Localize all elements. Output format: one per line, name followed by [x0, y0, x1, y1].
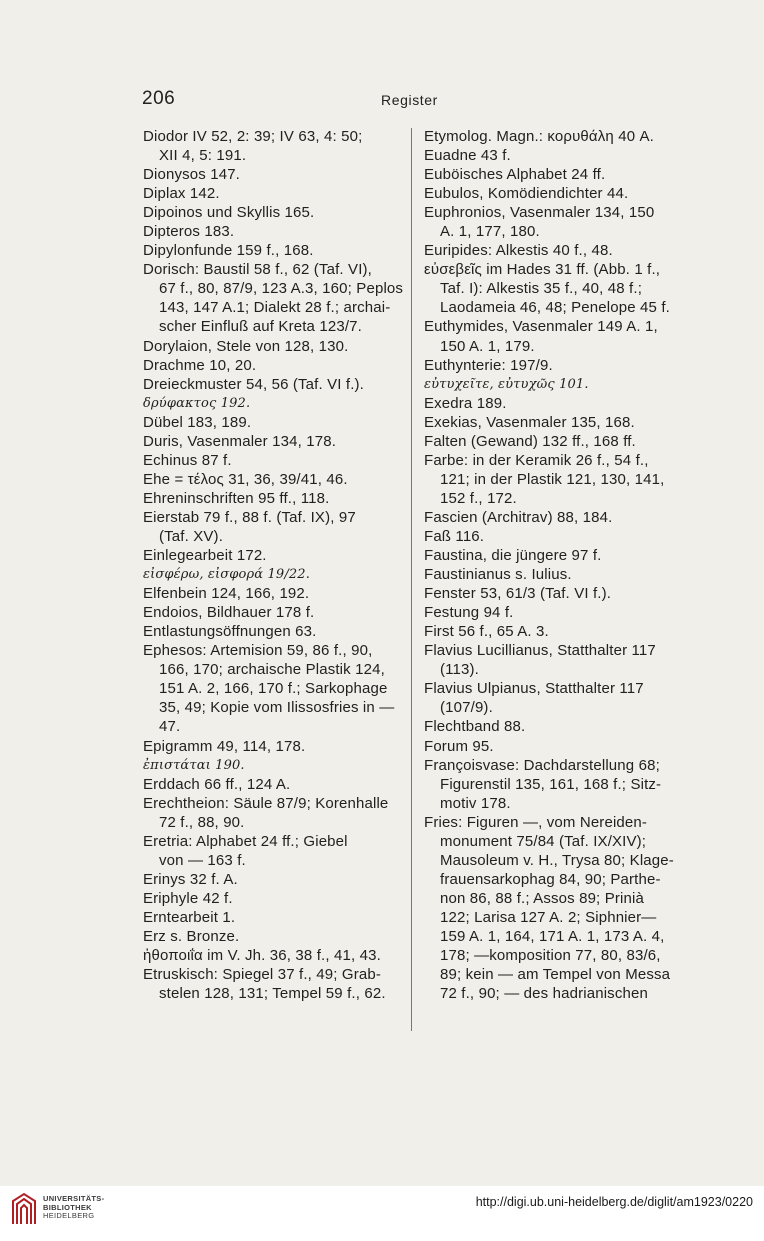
index-entry-line: Epigramm 49, 114, 178. — [143, 737, 306, 755]
index-entry-line: 72 f., 88, 90. — [159, 813, 245, 831]
index-entry-line: Euböisches Alphabet 24 ff. — [424, 166, 606, 184]
index-entry-line: Dreieckmuster 54, 56 (Taf. VI f.). — [143, 375, 365, 393]
index-entry-line: 89; kein — am Tempel von Messa — [440, 966, 671, 984]
index-column-left — [143, 127, 402, 1003]
index-entry-line: 121; in der Plastik 121, 130, 141, — [440, 470, 665, 488]
index-entry-line: Faß 116. — [424, 527, 485, 545]
index-entry-line: von — 163 f. — [159, 851, 246, 869]
index-entry-line: Laodameia 46, 48; Penelope 45 f. — [440, 299, 670, 317]
index-entry-line: (Taf. XV). — [159, 527, 224, 545]
index-entry-line: ἠθοποιΐα im V. Jh. 36, 38 f., 41, 43. — [143, 947, 381, 965]
index-entry-line: 67 f., 80, 87/9, 123 A.3, 160; Peplos — [159, 280, 404, 298]
index-entry-line: First 56 f., 65 A. 3. — [424, 623, 549, 641]
library-logo-text — [43, 1195, 104, 1221]
index-entry-line: Falten (Gewand) 132 ff., 168 ff. — [424, 432, 636, 450]
page-number: 206 — [142, 88, 176, 109]
index-entry-line: 159 A. 1, 164, 171 A. 1, 173 A. 4, — [440, 927, 665, 945]
index-entry-line: motiv 178. — [440, 794, 511, 812]
index-entry-line: εὐσεβεῖς im Hades 31 ff. (Abb. 1 f., — [424, 261, 661, 279]
index-entry-line: stelen 128, 131; Tempel 59 f., 62. — [159, 985, 386, 1003]
index-entry-line: Dionysos 147. — [143, 166, 241, 184]
index-entry-line: Entlastungsöffnungen 63. — [143, 623, 317, 641]
index-entry-line: Dipteros 183. — [143, 223, 235, 241]
index-entry-line: Dübel 183, 189. — [143, 413, 252, 431]
index-entry-line: Dorisch: Baustil 58 f., 62 (Taf. VI), — [143, 261, 372, 279]
index-entry-line: 47. — [159, 718, 181, 736]
index-entry-line: Festung 94 f. — [424, 604, 514, 622]
index-entry-line: (107/9). — [440, 699, 493, 717]
index-entry-line: Exekias, Vasenmaler 135, 168. — [424, 413, 635, 431]
index-entry-line: Faustinianus s. Iulius. — [424, 566, 572, 584]
index-entry-line: Eubulos, Komödiendichter 44. — [424, 185, 629, 203]
index-entry-line: Erinys 32 f. A. — [143, 870, 238, 888]
index-entry-line: Dipylonfunde 159 f., 168. — [143, 242, 314, 260]
index-entry-line: Euadne 43 f. — [424, 147, 511, 165]
index-entry-line: XII 4, 5: 191. — [159, 147, 247, 165]
logo-line: BIBLIOTHEK — [43, 1202, 92, 1212]
column-divider — [411, 128, 412, 1031]
index-entry-line: Eierstab 79 f., 88 f. (Taf. IX), 97 — [143, 508, 356, 526]
index-entry-line: Euripides: Alkestis 40 f., 48. — [424, 242, 613, 260]
index-entry-line: Erz s. Bronze. — [143, 927, 240, 945]
index-entry-line: Eriphyle 42 f. — [143, 889, 233, 907]
index-entry-line: 150 A. 1, 179. — [440, 337, 535, 355]
index-entry-line: Mausoleum v. H., Trysa 80; Klage- — [440, 851, 674, 869]
index-entry-line: ἐπιστάται 190. — [143, 757, 245, 773]
library-logo-icon — [9, 1191, 39, 1227]
index-column-right — [424, 127, 686, 1003]
index-entry-line: Echinus 87 f. — [143, 451, 232, 469]
index-entry-line: scher Einfluß auf Kreta 123/7. — [159, 318, 362, 336]
index-entry-line: Exedra 189. — [424, 394, 507, 412]
index-entry-line: εἰσφέρω, εἰσφορά 19/22. — [143, 567, 311, 583]
index-entry-line: Flavius Ulpianus, Statthalter 117 — [424, 680, 644, 698]
index-entry-line: δρύφακτος 192. — [143, 395, 251, 411]
index-entry-line: 122; Larisa 127 A. 2; Siphnier— — [440, 908, 657, 926]
index-entry-line: 178; —komposition 77, 80, 83/6, — [440, 947, 661, 965]
logo-line: UNIVERSITÄTS- — [43, 1194, 105, 1203]
index-entry-line: Flavius Lucillianus, Statthalter 117 — [424, 642, 656, 660]
index-entry-line: non 86, 88 f.; Assos 89; Prinià — [440, 889, 644, 907]
index-entry-line: Diodor IV 52, 2: 39; IV 63, 4: 50; — [143, 128, 363, 145]
logo-line: HEIDELBERG — [43, 1211, 95, 1220]
index-entry-line: Erechtheion: Säule 87/9; Korenhalle — [143, 794, 389, 812]
index-entry-line: Dorylaion, Stele von 128, 130. — [143, 337, 349, 355]
index-entry-line: 143, 147 A.1; Dialekt 28 f.; archai- — [159, 299, 391, 317]
index-entry-line: Euthynterie: 197/9. — [424, 356, 553, 374]
index-entry-line: Diplax 142. — [143, 185, 220, 203]
index-entry-line: Etymolog. Magn.: κορυθάλη 40 A. — [424, 128, 654, 145]
running-head: Register — [381, 92, 438, 108]
index-entry-line: Dipoinos und Skyllis 165. — [143, 204, 315, 222]
index-entry-line: Ephesos: Artemision 59, 86 f., 90, — [143, 642, 373, 660]
index-entry-line: Farbe: in der Keramik 26 f., 54 f., — [424, 451, 649, 469]
index-entry-line: Taf. I): Alkestis 35 f., 40, 48 f.; — [440, 280, 643, 298]
index-entry-line: Eretria: Alphabet 24 ff.; Giebel — [143, 832, 348, 850]
index-entry-line: monument 75/84 (Taf. IX/XIV); — [440, 832, 647, 850]
index-entry-line: Flechtband 88. — [424, 718, 526, 736]
index-entry-line: 152 f., 172. — [440, 489, 517, 507]
index-entry-line: Drachme 10, 20. — [143, 356, 257, 374]
index-entry-line: Ehe = τέλος 31, 36, 39/41, 46. — [143, 470, 348, 488]
index-entry-line: Fenster 53, 61/3 (Taf. VI f.). — [424, 585, 612, 603]
index-entry-line: Faustina, die jüngere 97 f. — [424, 547, 602, 565]
index-entry-line: εὐτυχεῖτε, εὐτυχῶς 101. — [424, 376, 589, 392]
index-entry-line: Elfenbein 124, 166, 192. — [143, 585, 310, 603]
index-entry-line: 72 f., 90; — des hadrianischen — [440, 985, 648, 1003]
index-entry-line: Euthymides, Vasenmaler 149 A. 1, — [424, 318, 658, 336]
index-entry-line: Euphronios, Vasenmaler 134, 150 — [424, 204, 655, 222]
index-entry-line: Ehreninschriften 95 ff., 118. — [143, 489, 330, 507]
index-entry-line: Erddach 66 ff., 124 A. — [143, 775, 291, 793]
index-entry-line: frauensarkophag 84, 90; Parthe- — [440, 870, 661, 888]
index-entry-line: Einlegearbeit 172. — [143, 547, 267, 565]
index-entry-line: 151 A. 2, 166, 170 f.; Sarkophage — [159, 680, 388, 698]
index-entry-line: (113). — [440, 661, 479, 679]
index-entry-line: Figurenstil 135, 161, 168 f.; Sitz- — [440, 775, 662, 793]
source-url-link[interactable]: http://digi.ub.uni-heidelberg.de/diglit/am1923/0220 — [475, 1195, 753, 1209]
index-entry-line: 166, 170; archaische Plastik 124, — [159, 661, 385, 679]
footer-bar — [0, 1186, 764, 1241]
index-entry-line: A. 1, 177, 180. — [440, 223, 540, 241]
index-entry-line: Fascien (Architrav) 88, 184. — [424, 508, 613, 526]
index-entry-line: Françoisvase: Dachdarstellung 68; — [424, 756, 660, 774]
index-entry-line: Fries: Figuren —, vom Nereiden- — [424, 813, 648, 831]
index-entry-line: Forum 95. — [424, 737, 494, 755]
index-entry-line: Duris, Vasenmaler 134, 178. — [143, 432, 337, 450]
index-entry-line: Erntearbeit 1. — [143, 908, 236, 926]
index-entry-line: 35, 49; Kopie vom Ilissosfries in — — [159, 699, 395, 717]
index-entry-line: Etruskisch: Spiegel 37 f., 49; Grab- — [143, 966, 382, 984]
index-entry-line: Endoios, Bildhauer 178 f. — [143, 604, 315, 622]
